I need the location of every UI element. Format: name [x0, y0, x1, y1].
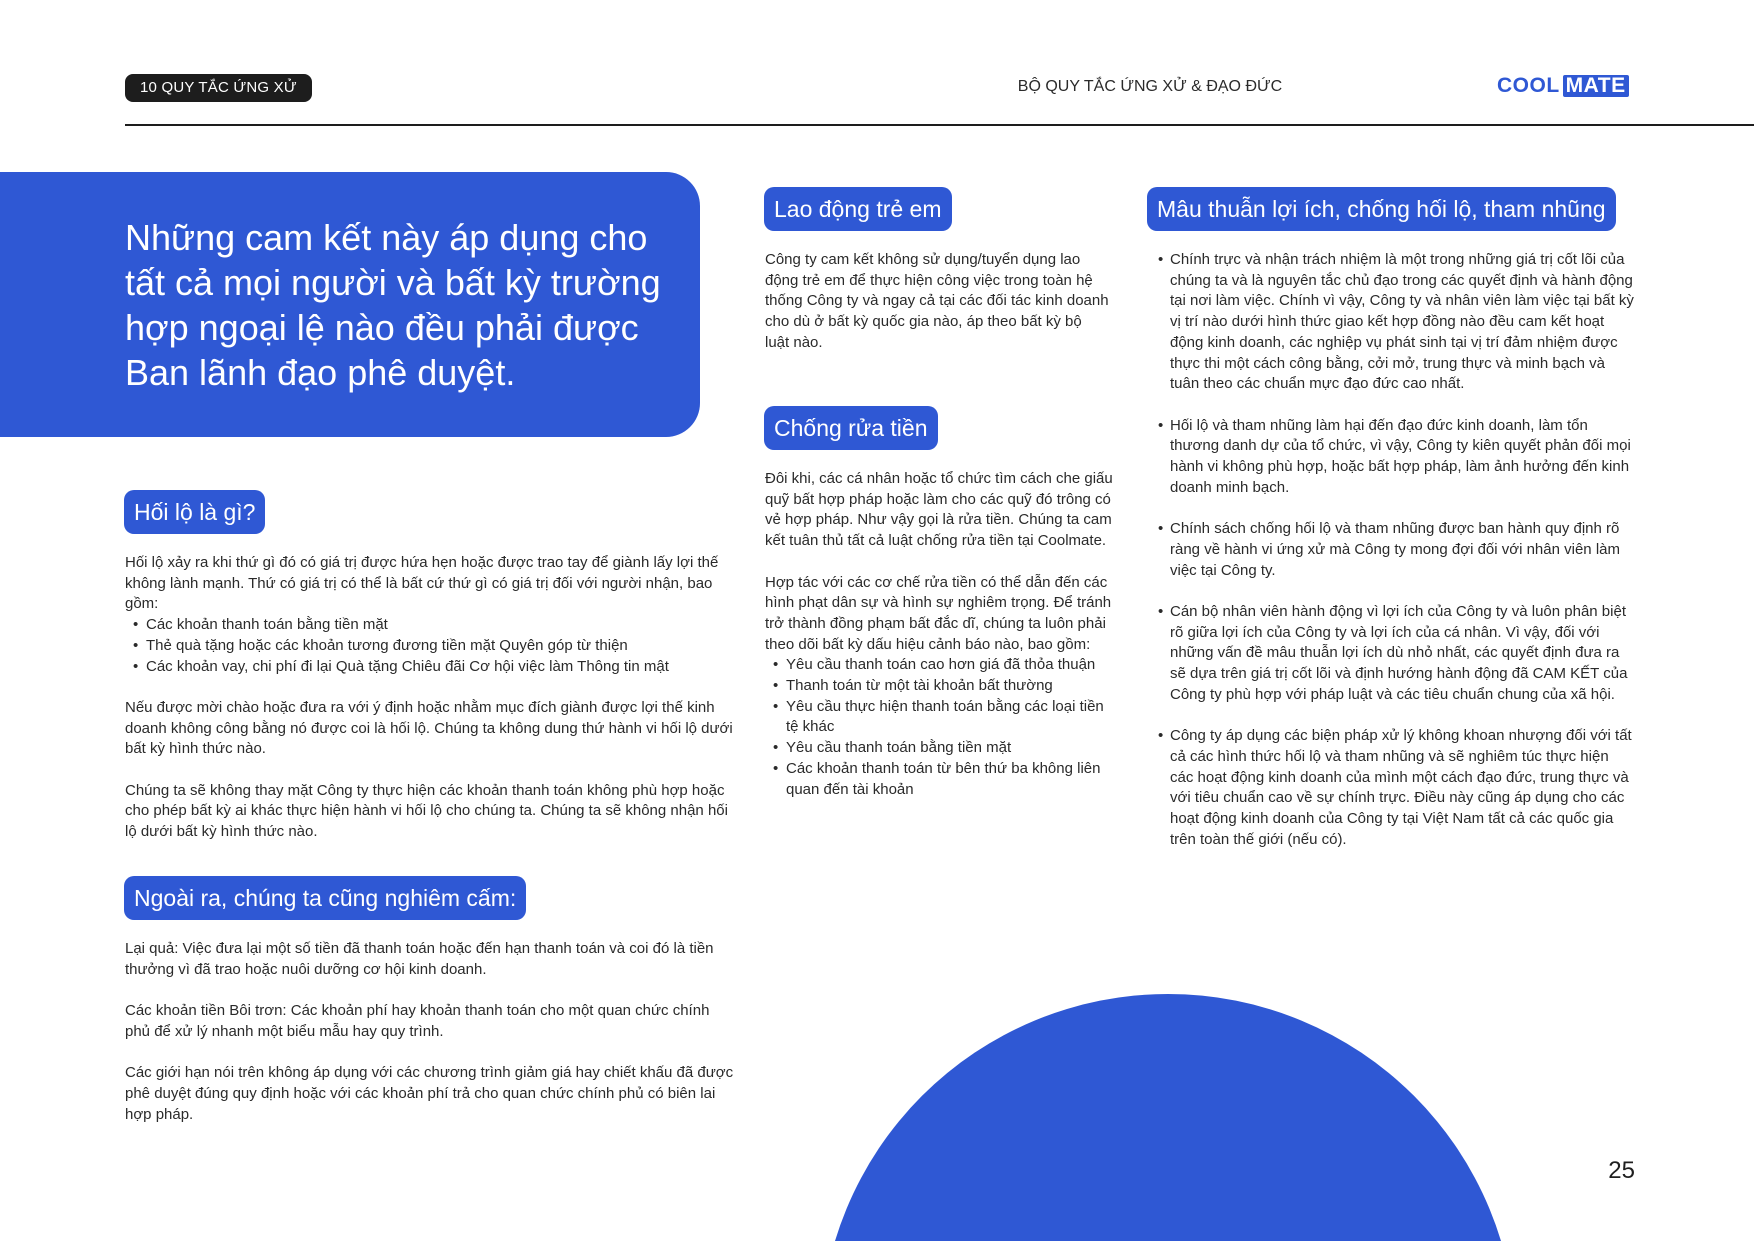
document-title: BỘ QUY TẮC ỨNG XỬ & ĐẠO ĐỨC: [1017, 78, 1283, 95]
header-divider: [125, 124, 1754, 126]
conflict-heading: Mâu thuẫn lợi ích, chống hối lộ, tham nhũng: [1147, 187, 1616, 231]
child-labor-heading: Lao động trẻ em: [764, 187, 952, 231]
coolmate-logo: [1497, 74, 1629, 98]
list-item: • Cán bộ nhân viên hành động vì lợi ích của Công ty và luôn phân biệt rõ giữa lợi ích của Công ty và lợi ích của cá nhân. Vì vậy, đối với những vấn đề mâu thuẫn lợi ích dù nhỏ nhất, các quyết định đưa ra sẽ dựa trên giá trị cốt lõi và định hướng hành động đã CAM KẾT của Công ty phù hợp với pháp luật và các tiêu chuẩn chung của xã hội.: [1158, 602, 1636, 706]
money-laundering-paragraph-1: Đôi khi, các cá nhân hoặc tổ chức tìm cách che giấu quỹ bất hợp pháp hoặc làm cho các quỹ đó trông có vẻ hợp pháp. Như vậy gọi là rửa tiền. Chúng ta cam kết tuân thủ tất cả luật chống rửa tiền tại Coolmate.: [765, 470, 1113, 550]
prohibited-paragraph-3: Các giới hạn nói trên không áp dụng với các chương trình giảm giá hay chiết khấu đã được phê duyệt đúng quy định hoặc với các khoản phí trả cho quan chức chính phủ có biên lai hợp pháp.: [125, 1064, 734, 1123]
prohibited-paragraph-2: Các khoản tiền Bôi trơn: Các khoản phí hay khoản thanh toán cho một quan chức chính phủ để xử lý nhanh một biểu mẫu hay quy trình.: [125, 1002, 710, 1040]
child-labor-section: [765, 250, 1110, 354]
warning-signs-list: [765, 655, 1115, 800]
list-item: • Chính trực và nhận trách nhiệm là một trong những giá trị cốt lõi của chúng ta và là nguyên tắc chủ đạo trong các quyết định và hành động tại nơi làm việc. Chính vì vậy, Công ty và nhân viên làm việc tại bất kỳ vị trí nào dưới hình thức giao kết hợp đồng nào đều cam kết hoạt động kinh doanh, các nghiệp vụ phát sinh tại vị trí đảm nhiệm được thực thi một cách công bằng, cởi mở, trung thực và minh bạch và tuân theo các chuẩn mực đạo đức cao nhất.: [1158, 250, 1636, 395]
list-item: • Chính sách chống hối lộ và tham nhũng được ban hành quy định rõ ràng về hành vi ứng xử mà Công ty mong đợi đối với nhân viên làm việc tại Công ty.: [1158, 519, 1636, 581]
list-item: • Yêu cầu thực hiện thanh toán bằng các loại tiền tệ khác: [765, 697, 1115, 738]
section-badge: 10 QUY TẮC ỨNG XỬ: [125, 74, 312, 102]
list-item: • Các khoản thanh toán bằng tiền mặt: [125, 615, 735, 636]
money-laundering-section: [765, 469, 1115, 800]
list-item: • Các khoản thanh toán từ bên thứ ba không liên quan đến tài khoản: [765, 759, 1115, 800]
list-item: • Các khoản vay, chi phí đi lại Quà tặng Chiêu đãi Cơ hội việc làm Thông tin mật: [125, 657, 735, 678]
list-item: • Thẻ quà tặng hoặc các khoản tương đương tiền mặt Quyên góp từ thiện: [125, 636, 735, 657]
prohibited-paragraph-1: Lại quả: Việc đưa lại một số tiền đã thanh toán hoặc đến hạn thanh toán và coi đó là tiền thưởng vì đã trao hoặc nuôi dưỡng cơ hội kinh doanh.: [125, 940, 714, 978]
conflict-list: [1158, 250, 1636, 850]
bribery-list: [125, 615, 735, 677]
conflict-section: [1158, 250, 1636, 850]
page-number: 25: [1608, 1157, 1635, 1184]
prohibited-section: [125, 939, 735, 1125]
money-laundering-heading: Chống rửa tiền: [764, 406, 938, 450]
hero-statement: Những cam kết này áp dụng cho tất cả mọi người và bất kỳ trường hợp ngoại lệ nào đều phải được Ban lãnh đạo phê duyệt.: [125, 217, 661, 393]
bribery-paragraph-3: Chúng ta sẽ không thay mặt Công ty thực hiện các khoản thanh toán không phù hợp hoặc cho phép bất kỳ ai khác thực hiện hành vi hối lộ cho chúng ta. Chúng ta sẽ không nhận hối lộ dưới bất kỳ hình thức nào.: [125, 781, 728, 841]
list-item: • Yêu cầu thanh toán cao hơn giá đã thỏa thuận: [765, 655, 1115, 676]
money-laundering-paragraph-2: Hợp tác với các cơ chế rửa tiền có thể dẫn đến các hình phạt dân sự và hình sự nghiêm trọng. Để tránh trở thành đồng phạm bất đắc dĩ, chúng ta luôn phải theo dõi bất kỳ dấu hiệu cảnh báo nào, bao gồm:: [765, 573, 1112, 653]
bribery-intro: Hối lộ xảy ra khi thứ gì đó có giá trị được hứa hẹn hoặc được trao tay để giành lấy lợi thế không lành mạnh. Thứ có giá trị có thể là bất cứ thứ gì có giá trị đối với người nhận, bao gồm:: [125, 554, 719, 613]
logo-mate-text: MATE: [1563, 75, 1629, 97]
list-item: • Yêu cầu thanh toán bằng tiền mặt: [765, 738, 1115, 759]
logo-cool-text: COOL: [1497, 74, 1560, 97]
bribery-section: [125, 553, 735, 843]
bribery-heading: Hối lộ là gì?: [124, 490, 265, 534]
list-item: • Hối lộ và tham nhũng làm hại đến đạo đức kinh doanh, làm tổn thương danh dự của tổ chức, vì vậy, Công ty kiên quyết phản đối mọi hành vi không phù hợp, hoặc bất hợp pháp, làm ảnh hưởng đến kinh doanh minh bạch.: [1158, 416, 1636, 499]
prohibited-heading: Ngoài ra, chúng ta cũng nghiêm cấm:: [124, 876, 526, 920]
list-item: • Công ty áp dụng các biện pháp xử lý không khoan nhượng đối với tất cả các hình thức hối lộ và tham nhũng và sẽ nghiêm túc thực hiện các hoạt động kinh doanh của mình một cách đạo đức, trung thực và với tiêu chuẩn cao về sự chính trực. Điều này cũng áp dụng cho các hoạt động kinh doanh của Công ty tại Việt Nam tất cả các quốc gia trên toàn thế giới (nếu có).: [1158, 726, 1636, 850]
list-item: • Thanh toán từ một tài khoản bất thường: [765, 676, 1115, 697]
bribery-paragraph-2: Nếu được mời chào hoặc đưa ra với ý định hoặc nhằm mục đích giành được lợi thế kinh doanh không công bằng nó được coi là hối lộ. Chúng ta không dung thứ hành vi hối lộ dưới bất kỳ hình thức nào.: [125, 698, 733, 758]
child-labor-text: Công ty cam kết không sử dụng/tuyển dụng lao động trẻ em để thực hiện công việc trong toàn hệ thống Công ty và ngay cả tại các đối tác kinh doanh cho dù ở bất kỳ quốc gia nào, áp theo bất kỳ bộ luật nào.: [765, 251, 1109, 351]
